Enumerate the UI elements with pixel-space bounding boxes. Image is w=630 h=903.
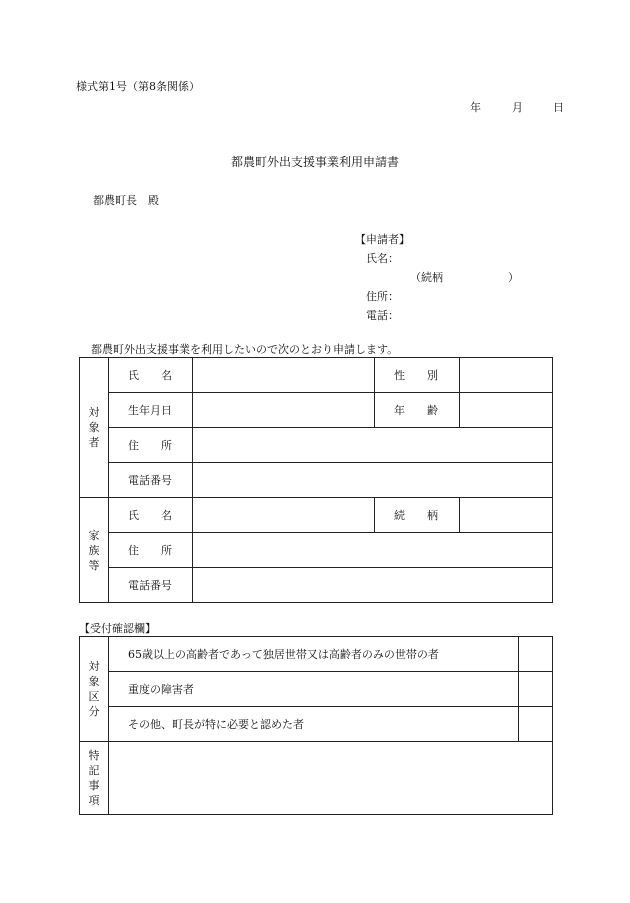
category-other-label: その他、町長が特に必要と認めた者 [109, 707, 519, 742]
target-address-field[interactable] [193, 428, 553, 463]
target-birth-label: 生年月日 [109, 393, 193, 428]
family-name-field[interactable] [193, 498, 375, 533]
target-name-field[interactable] [193, 358, 375, 393]
family-address-row [80, 533, 553, 568]
remarks-row [80, 742, 553, 815]
applicant-phone-label: 電話： [366, 309, 399, 322]
target-address-label: 住 所 [109, 428, 193, 463]
family-phone-label: 電話番号 [109, 568, 193, 603]
family-address-label: 住 所 [109, 533, 193, 568]
category-disabled-label: 重度の障害者 [109, 672, 519, 707]
target-phone-field[interactable] [193, 463, 553, 498]
relation-close-label: ） [508, 271, 519, 284]
addressee: 都農町長 殿 [93, 194, 159, 207]
receipt-heading: 【受付確認欄】 [79, 622, 156, 635]
family-relation-label: 続 柄 [375, 498, 460, 533]
target-name-row [80, 358, 553, 393]
remarks-group-label: 特 記 事 項 [80, 742, 109, 815]
target-birth-row [80, 393, 553, 428]
category-group-label: 対 象 区 分 [80, 637, 109, 742]
date-day-label: 日 [553, 101, 564, 114]
family-name-label: 氏 名 [109, 498, 193, 533]
applicant-name-label: 氏名： [366, 252, 399, 265]
family-address-field[interactable] [193, 533, 553, 568]
category-row [80, 707, 553, 742]
target-sex-field[interactable] [460, 358, 553, 393]
family-phone-row [80, 568, 553, 603]
family-group-label: 家 族 等 [80, 498, 109, 603]
family-relation-field[interactable] [460, 498, 553, 533]
category-other-checkbox[interactable] [519, 707, 553, 742]
date-year-label: 年 [470, 101, 481, 114]
target-phone-label: 電話番号 [109, 463, 193, 498]
target-sex-label: 性 別 [375, 358, 460, 393]
family-phone-field[interactable] [193, 568, 553, 603]
applicant-address-label: 住所： [366, 290, 399, 303]
category-elderly-checkbox[interactable] [519, 637, 553, 672]
intro-text: 都農町外出支援事業を利用したいので次のとおり申請します。 [91, 343, 399, 356]
target-group-label: 対 象 者 [80, 358, 109, 498]
date-month-label: 月 [512, 101, 523, 114]
application-table [79, 357, 553, 603]
date-line [470, 99, 564, 115]
receipt-table [79, 636, 553, 815]
target-phone-row [80, 463, 553, 498]
category-disabled-checkbox[interactable] [519, 672, 553, 707]
category-elderly-label: 65歳以上の高齢者であって独居世帯又は高齢者のみの世帯の者 [109, 637, 519, 672]
category-row [80, 672, 553, 707]
applicant-block [355, 230, 519, 325]
relation-open-label: （続柄 [410, 271, 443, 284]
applicant-heading: 【申請者】 [355, 233, 410, 246]
target-name-label: 氏 名 [109, 358, 193, 393]
applicant-relation [355, 268, 519, 287]
document-title: 都農町外出支援事業利用申請書 [230, 155, 399, 169]
remarks-field[interactable] [109, 742, 553, 815]
category-row [80, 637, 553, 672]
target-address-row [80, 428, 553, 463]
family-name-row [80, 498, 553, 533]
target-age-label: 年 齢 [375, 393, 460, 428]
target-birth-field[interactable] [193, 393, 375, 428]
target-age-field[interactable] [460, 393, 553, 428]
form-number: 様式第1号（第8条関係） [76, 80, 200, 93]
